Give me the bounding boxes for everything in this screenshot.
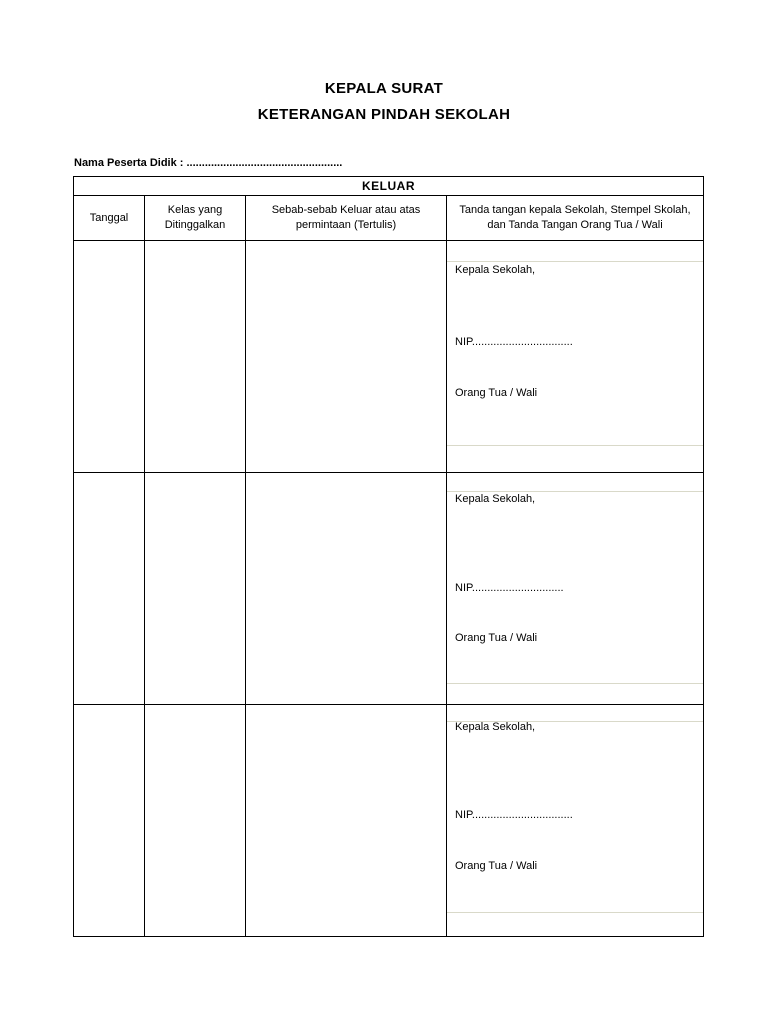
kelas-cell[interactable] bbox=[145, 705, 246, 937]
orang-tua-label: Orang Tua / Wali bbox=[455, 387, 538, 399]
nip-label: NIP.............................. bbox=[455, 582, 564, 594]
divider bbox=[447, 491, 703, 492]
nip-label: NIP................................. bbox=[455, 336, 573, 348]
section-header-keluar: KELUAR bbox=[74, 177, 704, 196]
column-header-kelas: Kelas yang Ditinggalkan bbox=[145, 196, 246, 241]
nip-label: NIP................................. bbox=[455, 809, 573, 821]
tanggal-cell[interactable] bbox=[74, 705, 145, 937]
table-row bbox=[74, 473, 704, 705]
sebab-cell[interactable] bbox=[246, 705, 447, 937]
table-row bbox=[74, 241, 704, 473]
signature-cell[interactable] bbox=[447, 241, 704, 473]
signature-cell[interactable] bbox=[447, 473, 704, 705]
kepala-sekolah-label: Kepala Sekolah, bbox=[455, 493, 536, 505]
signature-cell[interactable] bbox=[447, 705, 704, 937]
tanggal-cell[interactable] bbox=[74, 473, 145, 705]
kepala-sekolah-label: Kepala Sekolah, bbox=[455, 264, 536, 276]
orang-tua-label: Orang Tua / Wali bbox=[455, 632, 538, 644]
divider bbox=[447, 683, 703, 684]
kelas-cell[interactable] bbox=[145, 473, 246, 705]
column-header-sebab: Sebab-sebab Keluar atau atas permintaan (Tertulis) bbox=[246, 196, 447, 241]
divider bbox=[447, 445, 703, 446]
transfer-table bbox=[73, 176, 704, 937]
divider bbox=[447, 261, 703, 262]
sebab-cell[interactable] bbox=[246, 473, 447, 705]
orang-tua-label: Orang Tua / Wali bbox=[455, 860, 538, 872]
divider bbox=[447, 912, 703, 913]
letterhead-title: KEPALA SURAT bbox=[324, 80, 444, 97]
kepala-sekolah-label: Kepala Sekolah, bbox=[455, 721, 536, 733]
tanggal-cell[interactable] bbox=[74, 241, 145, 473]
document-title: KETERANGAN PINDAH SEKOLAH bbox=[257, 106, 511, 123]
kelas-cell[interactable] bbox=[145, 241, 246, 473]
column-header-tanda-tangan: Tanda tangan kepala Sekolah, Stempel Skolah, dan Tanda Tangan Orang Tua / Wali bbox=[447, 196, 704, 241]
sebab-cell[interactable] bbox=[246, 241, 447, 473]
column-header-tanggal: Tanggal bbox=[74, 196, 145, 241]
table-row bbox=[74, 705, 704, 937]
student-name-field: Nama Peserta Didik : ................................................... bbox=[74, 157, 343, 169]
